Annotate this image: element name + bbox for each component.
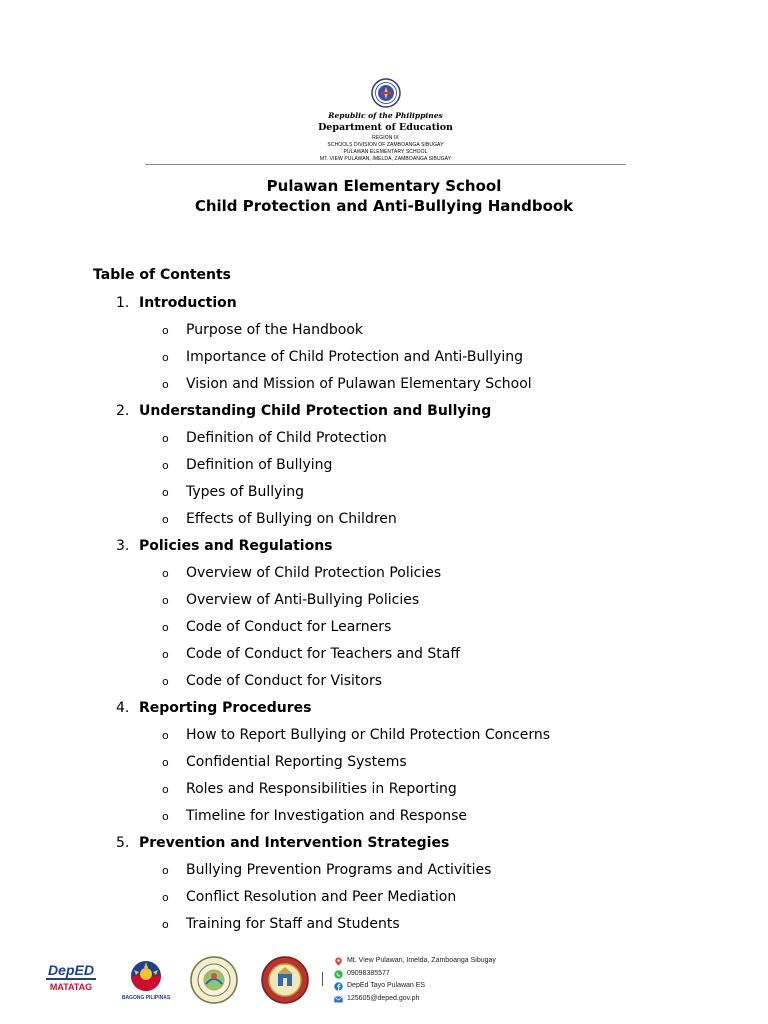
toc-item-label: Timeline for Investigation and Response <box>186 808 468 824</box>
toc-item-label: Overview of Child Protection Policies <box>186 565 442 581</box>
bullet-icon: o <box>162 810 169 823</box>
toc-item-label: Confidential Reporting Systems <box>186 754 407 770</box>
toc-section-number: 3. <box>116 538 130 554</box>
contact-info <box>334 956 509 1006</box>
toc-item-label: Code of Conduct for Learners <box>186 619 392 635</box>
toc-item-label: Importance of Child Protection and Anti-Bullying <box>186 349 524 365</box>
toc-item-label: How to Report Bullying or Child Protection Concerns <box>186 727 551 743</box>
footer <box>0 950 768 1010</box>
toc-item <box>0 509 768 536</box>
bullet-icon: o <box>162 621 169 634</box>
toc-item <box>0 887 768 914</box>
toc-section-number: 5. <box>116 835 130 851</box>
toc-item-label: Roles and Responsibilities in Reporting <box>186 781 457 797</box>
toc-item <box>0 914 768 941</box>
bullet-icon: o <box>162 459 169 472</box>
toc-item <box>0 671 768 698</box>
contact-address: Mt. View Pulawan, Imelda, Zamboanga Sibugay <box>347 957 496 964</box>
toc-item-label: Conflict Resolution and Peer Mediation <box>186 889 457 905</box>
facebook-icon <box>334 982 343 991</box>
email-icon <box>334 995 343 1004</box>
bagong-pilipinas-emblem <box>118 958 174 994</box>
toc-item <box>0 428 768 455</box>
division-text: SCHOOLS DIVISION OF ZAMBOANGA SIBUGAY <box>327 142 444 148</box>
contact-email-row <box>334 994 509 1007</box>
bullet-icon: o <box>162 891 169 904</box>
bullet-icon: o <box>162 324 169 337</box>
table-of-contents <box>0 293 768 941</box>
contact-phone: 09098385577 <box>347 969 390 977</box>
bullet-icon: o <box>162 486 169 499</box>
contact-address-row <box>334 956 509 969</box>
toc-item <box>0 806 768 833</box>
bullet-icon: o <box>162 918 169 931</box>
letterhead-divider <box>145 164 626 165</box>
contact-phone-row <box>334 969 509 982</box>
toc-item <box>0 374 768 401</box>
toc-item <box>0 482 768 509</box>
toc-section <box>0 698 768 725</box>
toc-section <box>0 401 768 428</box>
bullet-icon: o <box>162 594 169 607</box>
toc-section-label: Understanding Child Protection and Bullying <box>139 403 492 419</box>
department-text: Department of Education <box>318 122 453 133</box>
toc-section-label: Introduction <box>139 295 237 311</box>
letterhead <box>145 72 626 166</box>
toc-item <box>0 725 768 752</box>
toc-item-label: Bullying Prevention Programs and Activities <box>186 862 492 878</box>
toc-heading: Table of Contents <box>93 267 232 283</box>
bullet-icon: o <box>162 513 169 526</box>
deped-logo-text: DepED <box>48 962 94 978</box>
toc-item-label: Code of Conduct for Visitors <box>186 673 382 689</box>
bullet-icon: o <box>162 378 169 391</box>
contact-facebook-row <box>334 981 509 994</box>
toc-item-label: Types of Bullying <box>186 484 305 500</box>
toc-item-label: Code of Conduct for Teachers and Staff <box>186 646 460 662</box>
bullet-icon: o <box>162 675 169 688</box>
region-text: REGION IX <box>372 135 399 141</box>
toc-item <box>0 563 768 590</box>
toc-section-number: 2. <box>116 403 130 419</box>
toc-item-label: Purpose of the Handbook <box>186 322 363 338</box>
toc-item <box>0 320 768 347</box>
bagong-pilipinas-logo-icon <box>118 958 174 1002</box>
toc-item <box>0 779 768 806</box>
school-text: PULAWAN ELEMENTARY SCHOOL <box>343 149 428 155</box>
bullet-icon: o <box>162 783 169 796</box>
toc-section-number: 1. <box>116 295 130 311</box>
bullet-icon: o <box>162 351 169 364</box>
bullet-icon: o <box>162 756 169 769</box>
location-pin-icon <box>334 957 343 966</box>
toc-item-label: Overview of Anti-Bullying Policies <box>186 592 420 608</box>
toc-section-label: Reporting Procedures <box>139 700 312 716</box>
toc-item <box>0 617 768 644</box>
toc-item <box>0 347 768 374</box>
toc-section-number: 4. <box>116 700 130 716</box>
toc-item-label: Effects of Bullying on Children <box>186 511 397 527</box>
toc-section <box>0 536 768 563</box>
school-seal-icon <box>258 956 312 1004</box>
toc-section <box>0 293 768 320</box>
division-seal-icon <box>190 956 238 1004</box>
toc-section-label: Prevention and Intervention Strategies <box>139 835 450 851</box>
toc-item <box>0 860 768 887</box>
bullet-icon: o <box>162 648 169 661</box>
toc-section-label: Policies and Regulations <box>139 538 333 554</box>
contact-email: 125605@deped.gov.ph <box>347 994 420 1002</box>
toc-item-label: Training for Staff and Students <box>186 916 400 932</box>
toc-item <box>0 590 768 617</box>
toc-item <box>0 752 768 779</box>
bagong-pilipinas-text: BAGONG PILIPINAS <box>121 995 171 1001</box>
footer-divider <box>322 972 323 986</box>
deped-matatag-logo-icon <box>46 960 96 998</box>
bullet-icon: o <box>162 729 169 742</box>
toc-item-label: Definition of Bullying <box>186 457 333 473</box>
bullet-icon: o <box>162 432 169 445</box>
deped-seal-icon <box>371 78 401 108</box>
toc-item-label: Definition of Child Protection <box>186 430 387 446</box>
bullet-icon: o <box>162 567 169 580</box>
toc-item <box>0 455 768 482</box>
toc-item <box>0 644 768 671</box>
handbook-title: Child Protection and Anti-Bullying Handbook <box>194 197 574 215</box>
matatag-text: MATATAG <box>49 982 93 992</box>
address-text: MT. VIEW PULAWAN, IMELDA, ZAMBOANGA SIBUGAY <box>319 156 452 162</box>
bullet-icon: o <box>162 864 169 877</box>
republic-text: Republic of the Philippines <box>328 111 443 120</box>
toc-section <box>0 833 768 860</box>
deped-logo-bar <box>46 978 96 980</box>
whatsapp-icon <box>334 970 343 979</box>
school-title: Pulawan Elementary School <box>266 177 502 195</box>
contact-facebook: DepEd Tayo Pulawan ES <box>347 982 426 989</box>
toc-item-label: Vision and Mission of Pulawan Elementary School <box>186 376 532 392</box>
